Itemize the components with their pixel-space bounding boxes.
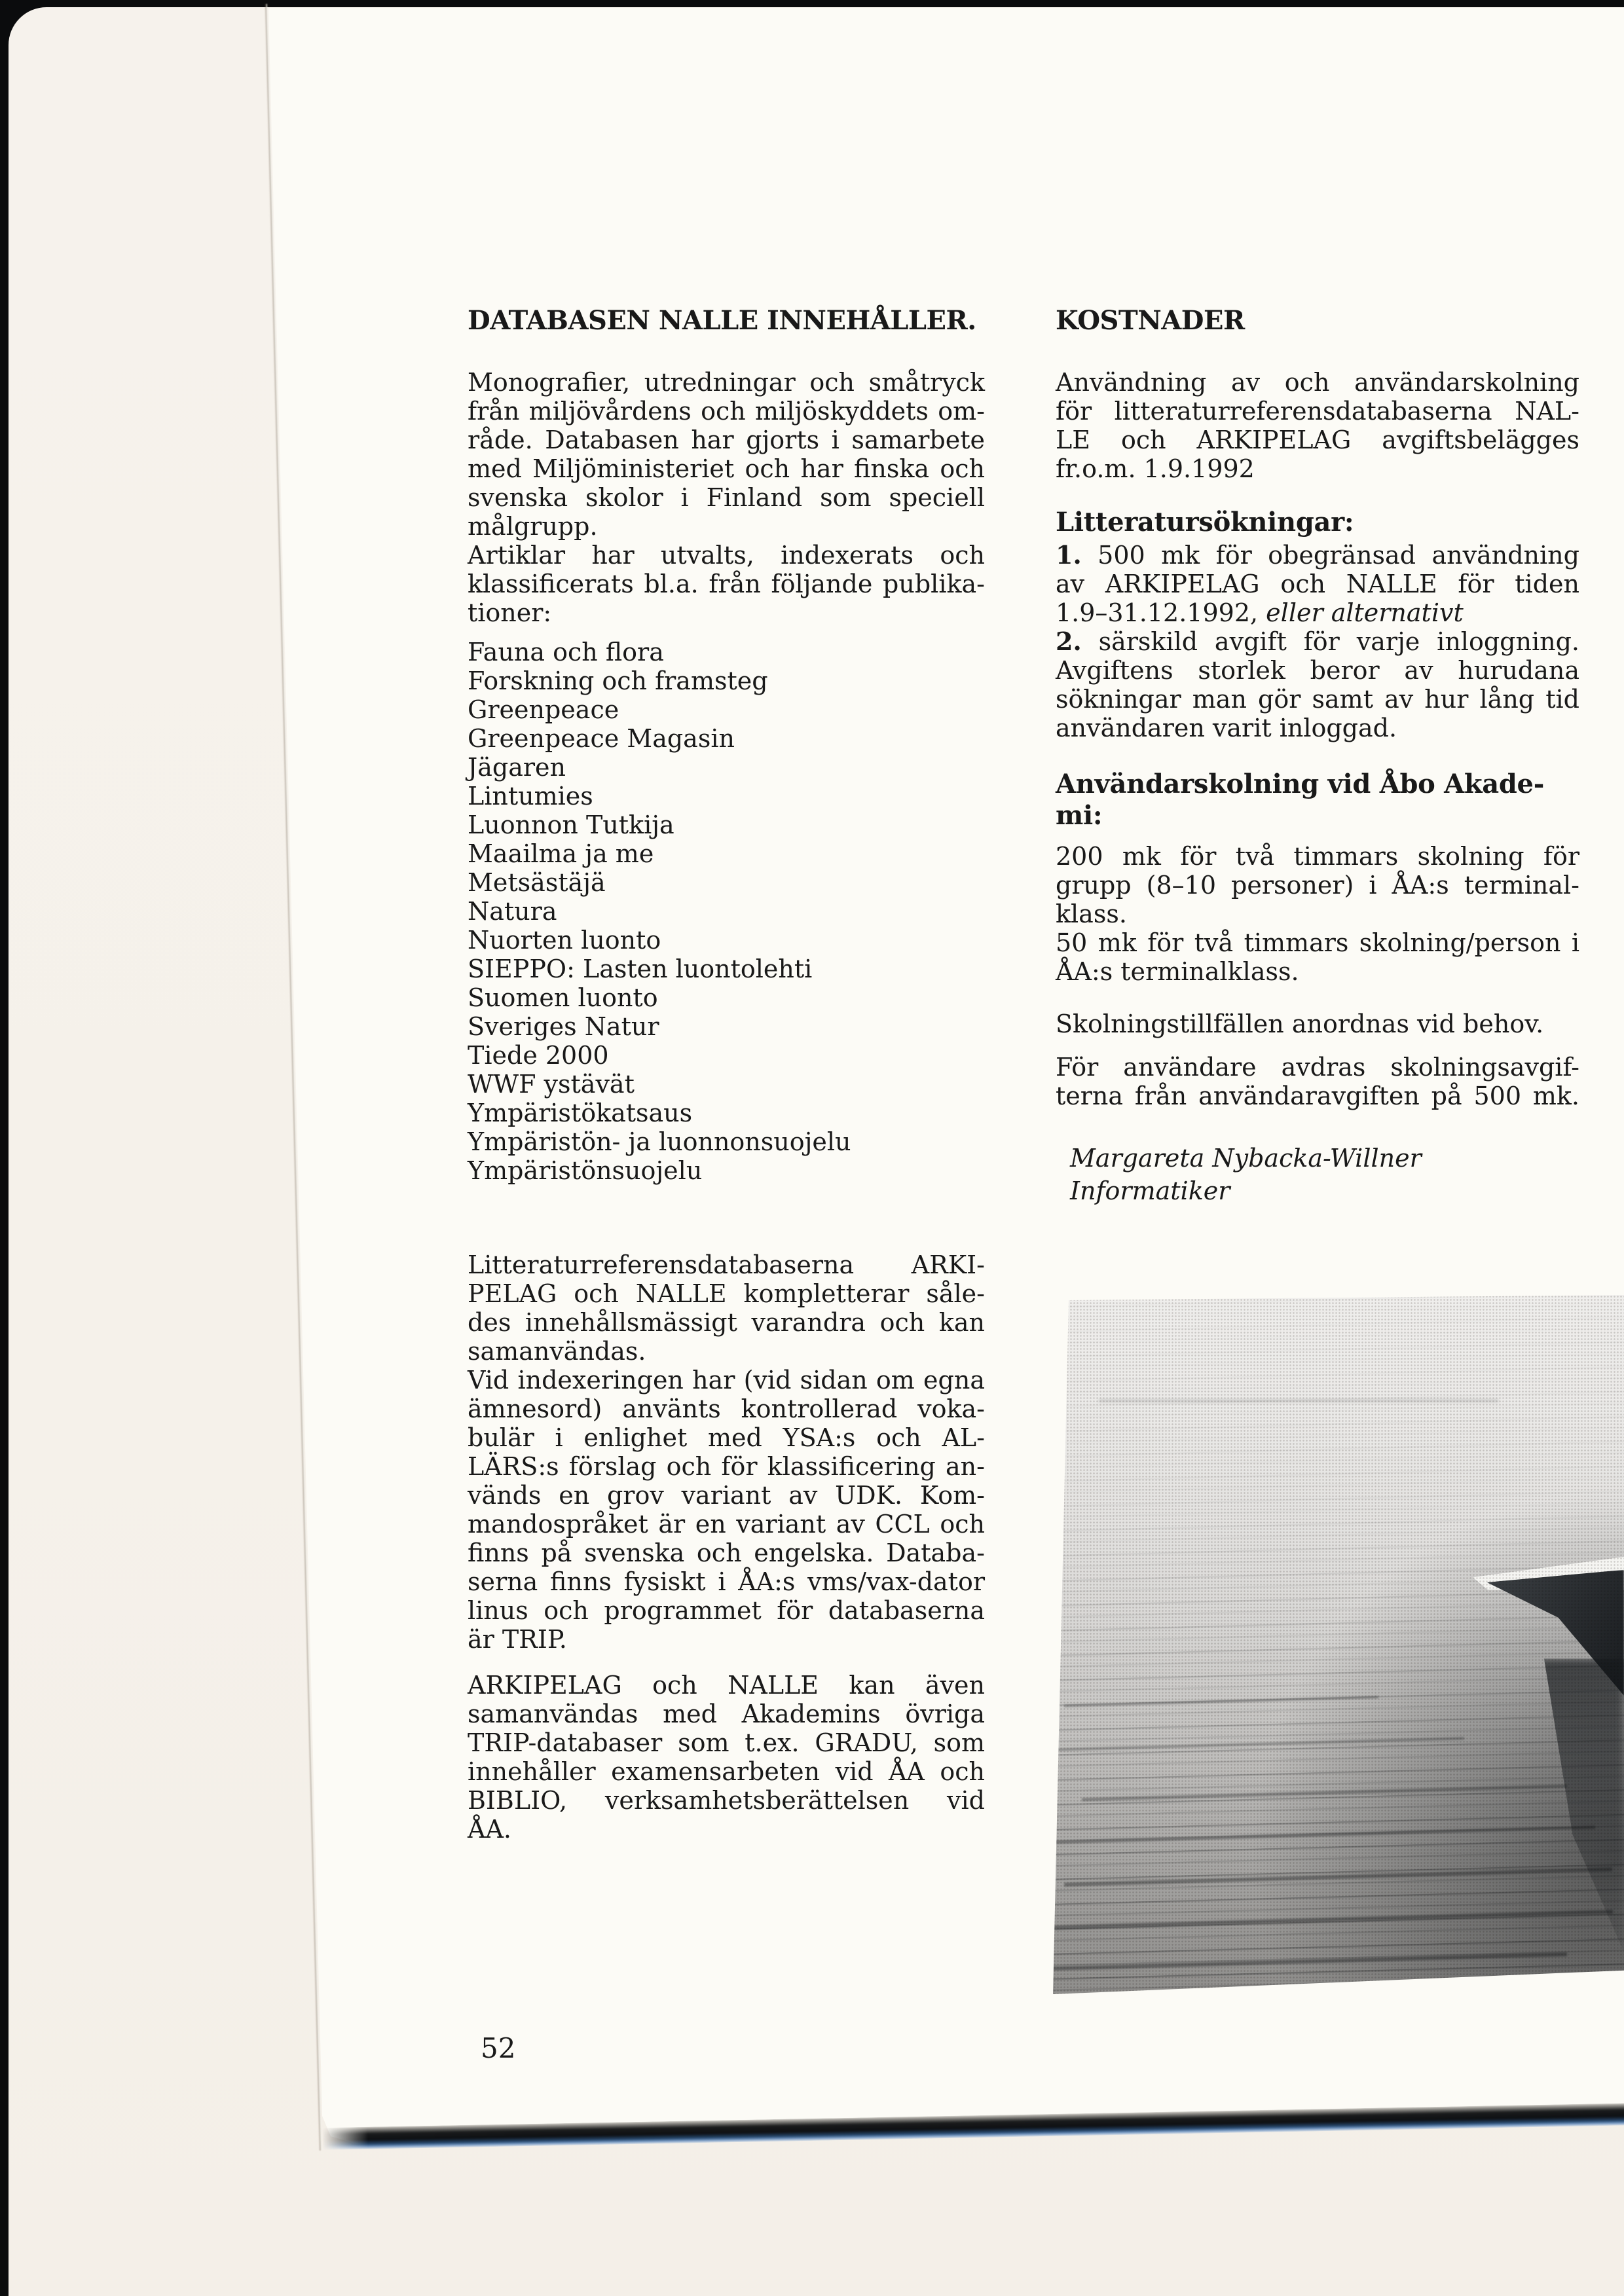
body-line: grupp (8–10 personer) i ÅA:s terminal- (1056, 871, 1579, 900)
publication-item: SIEPPO: Lasten luontolehti (468, 955, 813, 983)
body-line: svenska skolor i Finland som speciell (468, 483, 985, 512)
wave-streak (1065, 1868, 1613, 1887)
subheading-line: Användarskolning vid Åbo Akade- (1056, 769, 1545, 799)
publication-item: Suomen luonto (468, 983, 658, 1012)
body-line: råde. Databasen har gjorts i samarbete (468, 426, 985, 454)
body-line: målgrupp. (468, 512, 598, 541)
body-line: finns på svenska och engelska. Databa- (468, 1539, 985, 1567)
publication-item: Ympäristönsuojelu (468, 1156, 703, 1185)
body-line: des innehållsmässigt varandra och kan (468, 1308, 985, 1337)
publication-item: Forskning och framsteg (468, 666, 768, 695)
body-line: LE och ARKIPELAG avgiftsbelägges (1056, 426, 1579, 454)
body-line: för litteraturreferensdatabaserna NAL- (1056, 397, 1579, 426)
body-line (1056, 541, 1579, 570)
body-line: ARKIPELAG och NALLE kan även (468, 1671, 985, 1700)
body-line: mandospråket är en variant av CCL och (468, 1510, 985, 1539)
paragraph (468, 1250, 985, 1366)
body-text: 500 mk för obegränsad användning (1098, 541, 1579, 570)
publication-item: Ympäristön- ja luonnonsuojelu (468, 1127, 851, 1156)
horizon-haze (1099, 1400, 1498, 1402)
body-line: bulär i enlighet med YSA:s och AL- (468, 1423, 985, 1452)
paragraph (1056, 928, 1579, 986)
page-number: 52 (481, 2032, 516, 2064)
body-text: 1.9–31.12.1992, (1056, 598, 1266, 627)
body-line: BIBLIO, verksamhetsberättelsen vid (468, 1786, 985, 1815)
boat-bow-shadow (1487, 1570, 1624, 1696)
publication-item: Luonnon Tutkija (468, 811, 674, 839)
subheading-anvandarskolning (1056, 769, 1579, 831)
publication-item: WWF ystävät (468, 1070, 635, 1099)
boat-hull-highlight (1473, 1556, 1624, 1590)
publication-list (468, 638, 985, 1185)
wave-streak (1053, 1737, 1464, 1751)
body-line: Användning av och användarskolning (1056, 368, 1579, 397)
wave-streak (1053, 1952, 1567, 1971)
body-line: ÅA. (468, 1815, 511, 1844)
paragraph (1056, 842, 1579, 928)
publication-item: Natura (468, 897, 557, 926)
publication-item: Metsästäjä (468, 868, 606, 897)
body-text: särskild avgift för varje inloggning. (1098, 627, 1579, 656)
italic-text: eller alternativt (1266, 598, 1464, 627)
body-line: vänds en grov variant av UDK. Kom- (468, 1481, 985, 1510)
sea-photo (1053, 1295, 1624, 1994)
body-line: innehåller examensarbeten vid ÅA och (468, 1757, 985, 1786)
body-line: PELAG och NALLE kompletterar såle- (468, 1279, 985, 1308)
body-line: Vid indexeringen har (vid sidan om egna (468, 1366, 985, 1394)
body-line: Skolningstillfällen anordnas vid behov. (1056, 1010, 1544, 1038)
paragraph (1056, 1053, 1579, 1110)
subheading-litteratursokningar: Litteratursökningar: (1056, 507, 1354, 538)
body-line: är TRIP. (468, 1625, 567, 1654)
publication-item: Greenpeace (468, 695, 619, 724)
publication-item: Jägaren (468, 753, 566, 782)
wave-streak (1053, 1910, 1612, 1929)
paragraph (1056, 368, 1579, 483)
signature-block (1056, 1142, 1579, 1207)
item-number: 1. (1056, 540, 1082, 570)
paragraph (468, 1671, 985, 1844)
body-line: terna från användaravgiften på 500 mk. (1056, 1082, 1579, 1110)
body-line: 50 mk för två timmars skolning/person i (1056, 928, 1579, 957)
subheading-line: mi: (1056, 800, 1103, 831)
body-line: samanvändas. (468, 1337, 646, 1366)
publication-item: Ympäristökatsaus (468, 1099, 693, 1127)
publication-item: Lintumies (468, 782, 593, 811)
publication-item: Tiede 2000 (468, 1041, 609, 1070)
wave-streak (1082, 1785, 1567, 1802)
body-line: För användare avdras skolningsavgif- (1056, 1053, 1579, 1082)
body-line (1056, 627, 1579, 656)
body-line: ämnesord) använts kontrollerad voka- (468, 1394, 985, 1423)
body-line: Artiklar har utvalts, indexerats och (468, 541, 985, 570)
wave-streak (1053, 1826, 1595, 1844)
body-line: TRIP-databaser som t.ex. GRADU, som (468, 1728, 985, 1757)
paragraph (468, 541, 985, 627)
body-line: från miljövårdens och miljöskyddets om- (468, 397, 985, 426)
numbered-item-2 (1056, 627, 1579, 742)
publication-item: Sveriges Natur (468, 1012, 659, 1041)
body-line: fr.o.m. 1.9.1992 (1056, 454, 1255, 483)
publication-item: Greenpeace Magasin (468, 724, 735, 753)
body-line: serna finns fysiskt i ÅA:s vms/vax-dator (468, 1567, 985, 1596)
numbered-item-1 (1056, 541, 1579, 627)
signature-name: Margareta Nybacka-Willner (1070, 1144, 1422, 1173)
publication-item: Nuorten luonto (468, 926, 661, 955)
body-line (1056, 598, 1579, 627)
body-line: linus och programmet för databaserna (468, 1596, 985, 1625)
right-column (1056, 306, 1579, 1207)
body-line: Litteraturreferensdatabaserna ARKI- (468, 1250, 985, 1279)
body-line: av ARKIPELAG och NALLE för tiden (1056, 570, 1579, 598)
signature-title: Informatiker (1070, 1176, 1230, 1205)
body-line: ÅA:s terminalklass. (1056, 957, 1299, 986)
body-line: tioner: (468, 598, 552, 627)
body-line: sökningar man gör samt av hur lång tid (1056, 685, 1579, 714)
body-line: LÄRS:s förslag och för klassificering an- (468, 1452, 985, 1481)
body-line: Avgiftens storlek beror av hurudana (1056, 656, 1579, 685)
wave-streak (1064, 1696, 1378, 1707)
body-line: med Miljöministeriet och har finska och (468, 454, 985, 483)
section-heading-right: KOSTNADER (1056, 305, 1245, 336)
left-column (468, 306, 985, 1844)
publication-item: Maailma ja me (468, 839, 654, 868)
paragraph (468, 1366, 985, 1654)
body-line: 200 mk för två timmars skolning för (1056, 842, 1579, 871)
body-line: Monografier, utredningar och småtryck (468, 368, 985, 397)
section-heading-left: DATABASEN NALLE INNEHÅLLER. (468, 305, 976, 336)
paragraph (468, 368, 985, 541)
body-line: samanvändas med Akademins övriga (468, 1700, 985, 1728)
body-line: klassificerats bl.a. från följande publika- (468, 570, 985, 598)
item-number: 2. (1056, 627, 1082, 656)
bow-wake-shadow (1510, 1658, 1624, 1952)
publication-item: Fauna och flora (468, 638, 664, 666)
paragraph (1056, 1010, 1579, 1038)
body-line: användaren varit inloggad. (1056, 714, 1397, 742)
body-line: klass. (1056, 900, 1127, 928)
